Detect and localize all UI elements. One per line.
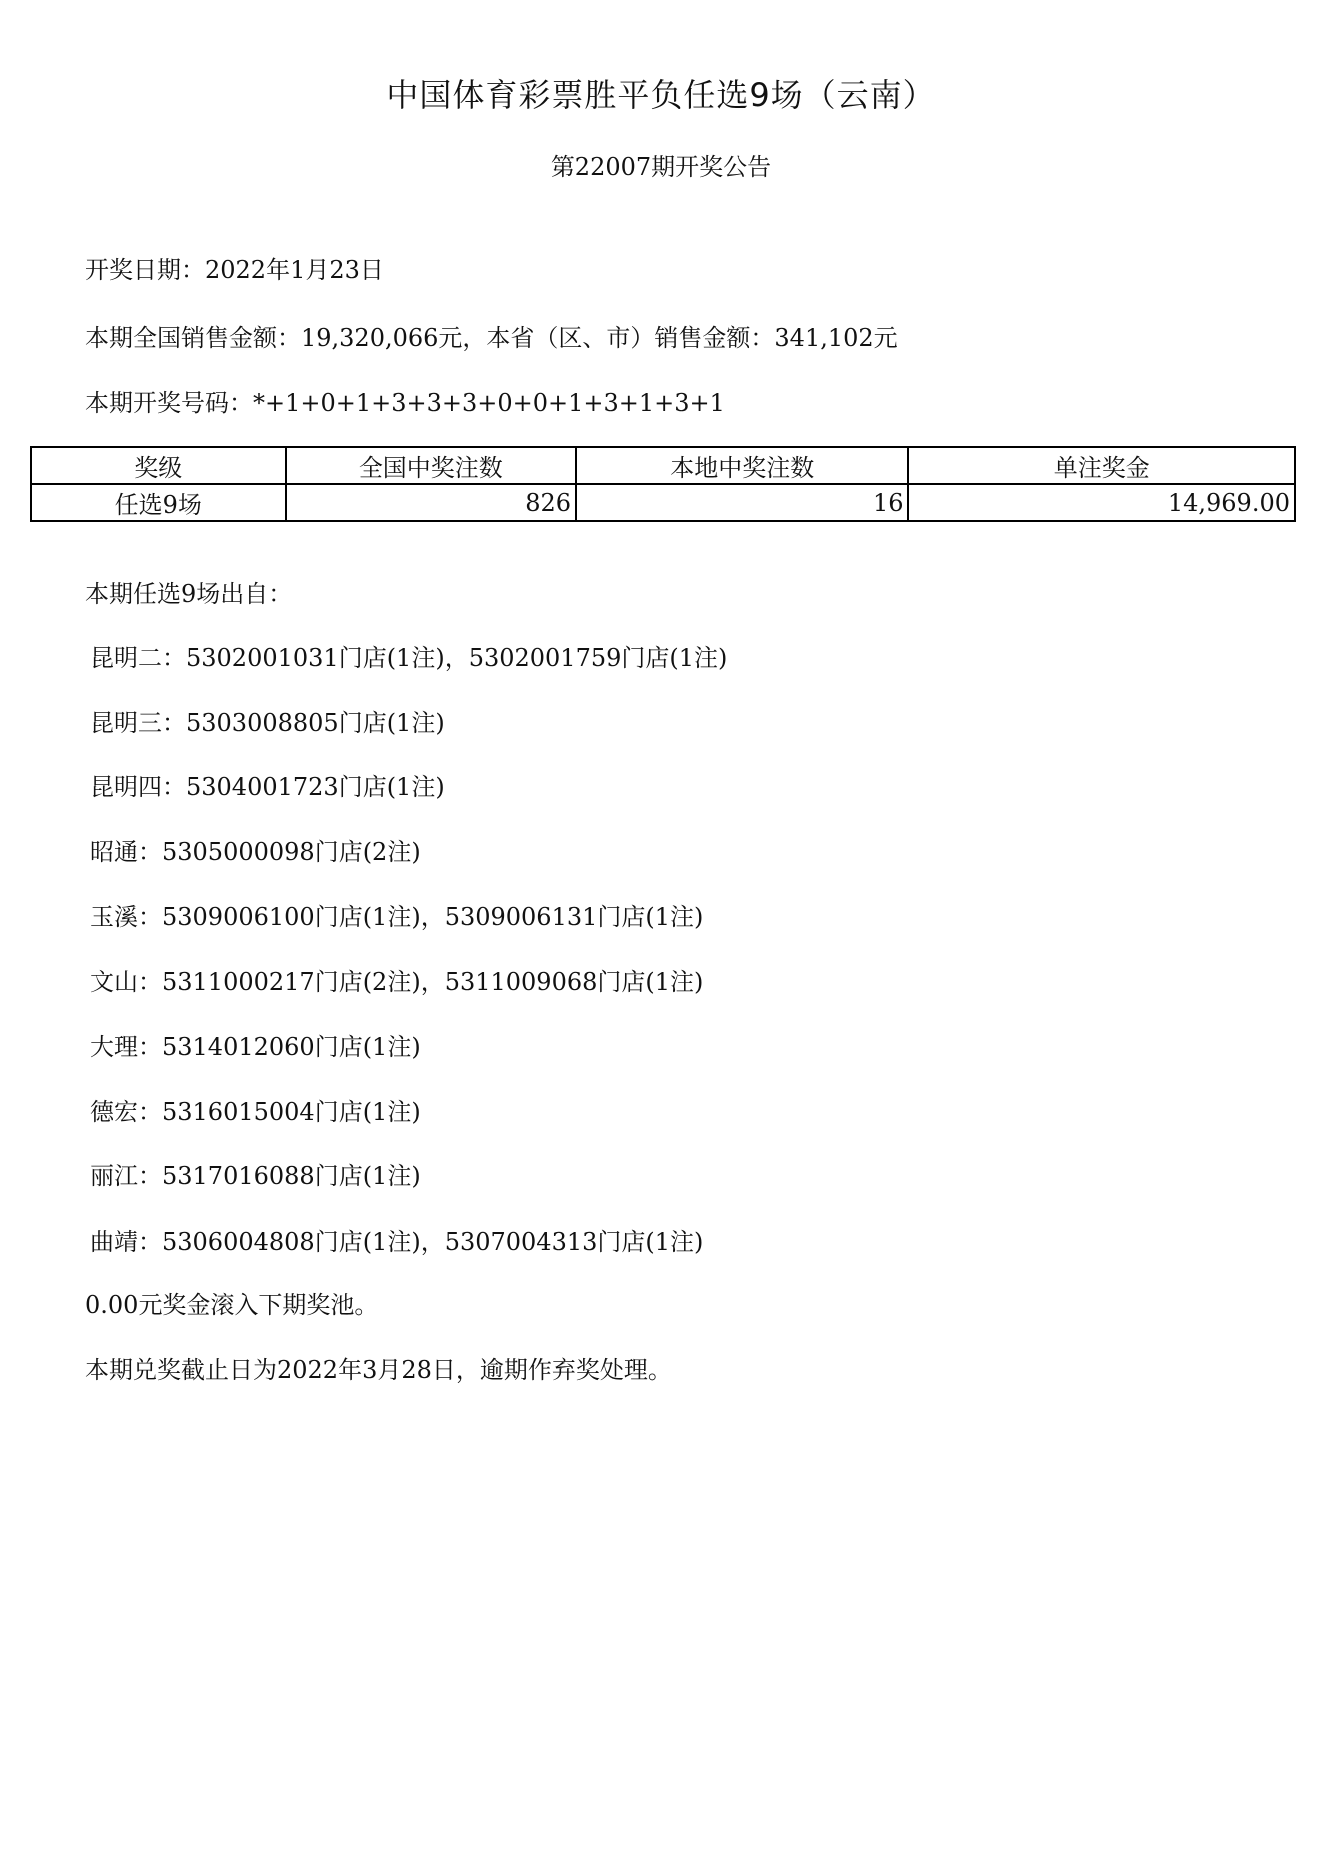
table-row <box>31 484 1295 521</box>
winner-line: 昭通：5305000098门店(2注) <box>90 838 421 866</box>
winning-numbers: 本期开奖号码：*+1+0+1+3+3+3+0+0+1+3+1+3+1 <box>85 389 725 417</box>
page-title: 中国体育彩票胜平负任选9场（云南） <box>386 76 936 114</box>
winner-line: 文山：5311000217门店(2注)，5311009068门店(1注) <box>90 968 704 996</box>
winners-heading: 本期任选9场出自： <box>85 580 293 608</box>
winner-line: 德宏：5316015004门店(1注) <box>90 1098 421 1126</box>
winner-line: 玉溪：5309006100门店(1注)，5309006131门店(1注) <box>90 903 704 931</box>
table-header-row <box>31 447 1295 484</box>
prize-table <box>30 446 1296 522</box>
col-header-local-count: 本地中奖注数 <box>576 447 908 484</box>
sales-amount: 本期全国销售金额：19,320,066元，本省（区、市）销售金额：341,102元 <box>85 324 898 352</box>
draw-date: 开奖日期：2022年1月23日 <box>85 256 384 284</box>
winner-line: 昆明三：5303008805门店(1注) <box>90 709 445 737</box>
cell-national-count: 826 <box>286 484 577 521</box>
winner-line: 昆明四：5304001723门店(1注) <box>90 773 445 801</box>
deadline-note: 本期兑奖截止日为2022年3月28日，逾期作弃奖处理。 <box>85 1356 672 1384</box>
winner-line: 丽江：5317016088门店(1注) <box>90 1162 421 1190</box>
cell-prize: 14,969.00 <box>908 484 1295 521</box>
winner-line: 大理：5314012060门店(1注) <box>90 1033 421 1061</box>
page-subtitle: 第22007期开奖公告 <box>550 153 772 181</box>
col-header-prize: 单注奖金 <box>908 447 1295 484</box>
col-header-national-count: 全国中奖注数 <box>286 447 577 484</box>
rollover-note: 0.00元奖金滚入下期奖池。 <box>85 1291 379 1319</box>
col-header-level: 奖级 <box>31 447 286 484</box>
cell-level: 任选9场 <box>31 484 286 521</box>
cell-local-count: 16 <box>576 484 908 521</box>
winner-line: 昆明二：5302001031门店(1注)，5302001759门店(1注) <box>90 644 728 672</box>
winner-line: 曲靖：5306004808门店(1注)，5307004313门店(1注) <box>90 1228 704 1256</box>
